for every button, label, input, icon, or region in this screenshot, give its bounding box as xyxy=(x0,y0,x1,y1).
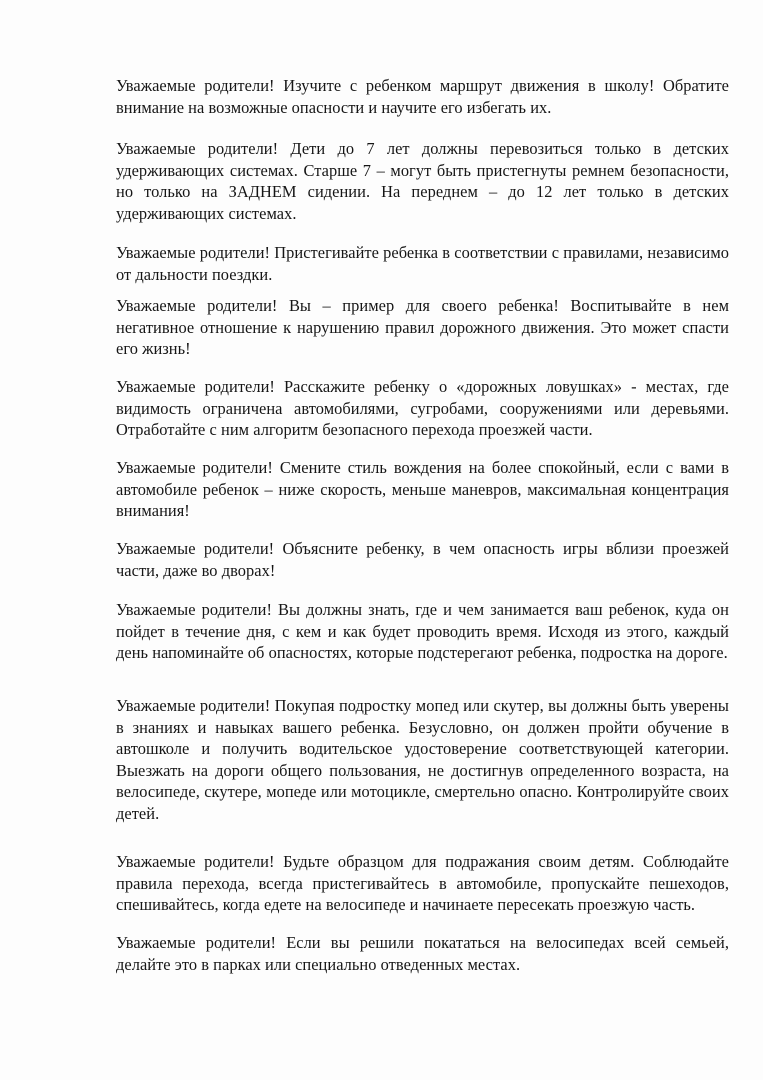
paragraph-moped-scooter: Уважаемые родители! Покупая подростку мопед или скутер, вы должны быть уверены в знаниях и навыках вашего ребенка. Безусловно, он должен пройти обучение в автошколе и получить водительское удостоверение соответствующей категории. Выезжать на дороги общего пользования, не достигнув определенного возраста, на велосипеде, скутере, мопеде или мотоцикле, смертельно опасно. Контролируйте своих детей. xyxy=(116,696,729,823)
paragraph-family-cycling: Уважаемые родители! Если вы решили покататься на велосипедах всей семьей, делайте это в парках или специально отведенных местах. xyxy=(116,933,729,974)
paragraph-know-whereabouts: Уважаемые родители! Вы должны знать, где и чем занимается ваш ребенок, куда он пойдет в течение дня, с кем и как будет проводить время. Исходя из этого, каждый день напоминайте об опасностях, которые подстерегают ребенка, подростка на дороге. xyxy=(116,600,729,663)
paragraph-playing-near-road: Уважаемые родители! Объясните ребенку, в чем опасность игры вблизи проезжей части, даже во дворах! xyxy=(116,539,729,580)
paragraph-driving-style: Уважаемые родители! Смените стиль вождения на более спокойный, если с вами в автомобиле ребенок – ниже скорость, меньше маневров, максимальная концентрация внимания! xyxy=(116,458,729,521)
paragraph-role-model: Уважаемые родители! Будьте образцом для подражания своим детям. Соблюдайте правила перехода, всегда пристегивайтесь в автомобиле, пропускайте пешеходов, спешивайтесь, когда едете на велосипеде и начинаете пересекать проезжую часть. xyxy=(116,852,729,915)
paragraph-child-restraints: Уважаемые родители! Дети до 7 лет должны перевозиться только в детских удерживающих системах. Старше 7 – могут быть пристегнуты ремнем безопасности, но только на ЗАДНЕМ сидении. На переднем – до 12 лет только в детских удерживающих системах. xyxy=(116,139,729,223)
paragraph-buckle-up: Уважаемые родители! Пристегивайте ребенка в соответствии с правилами, независимо от дальности поездки. xyxy=(116,243,729,284)
paragraph-road-traps: Уважаемые родители! Расскажите ребенку о «дорожных ловушках» - местах, где видимость ограничена автомобилями, сугробами, сооружениями или деревьями. Отработайте с ним алгоритм безопасного перехода проезжей части. xyxy=(116,377,729,440)
paragraph-parent-example: Уважаемые родители! Вы – пример для своего ребенка! Воспитывайте в нем негативное отношение к нарушению правил дорожного движения. Это может спасти его жизнь! xyxy=(116,296,729,359)
paragraph-route-to-school: Уважаемые родители! Изучите с ребенком маршрут движения в школу! Обратите внимание на возможные опасности и научите его избегать их. xyxy=(116,76,729,117)
